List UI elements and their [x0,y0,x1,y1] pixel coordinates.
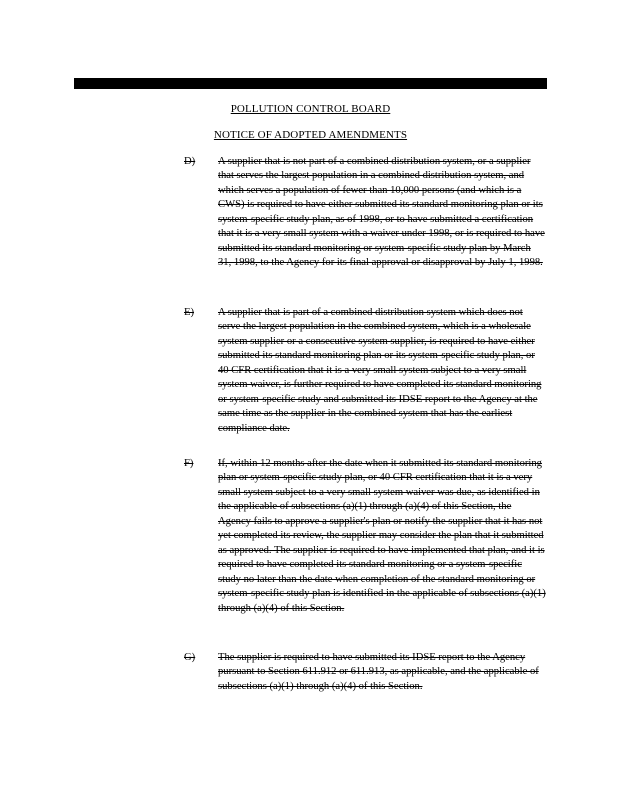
subsection-D-text: A supplier that is not part of a combined distribution system, or a supplier that serves the largest population in a combined distribution system, and which serves a population of fewer than 10,000 persons (and which is a CWS) is required to have either submitted its standard monitoring plan or its system-specific study plan, as of 1998, or to have submitted a certification that it is a very small system with a waiver under 1998, or is required to have submitted its standard monitoring or system-specific study plan by March 31, 1998, to the Agency for its final approval or disapproval by July 1, 1998. [218,156,545,269]
subsection-F-text: If, within 12 months after the date when it submitted its standard monitoring plan or system-specific study plan, or 40 CFR certification that it is a very small system subject to a very small system waiver was due, as identified in the applicable of subsections (a)(1) through (a)(4) of this Section, the Agency fails to approve a supplier's plan or notify the supplier that it has not yet completed its review, the supplier may consider the plan that it submitted as approved. The supplier is required to have implemented that plan, and it is required to have completed its standard monitoring or a system-specific study no later than the date when completion of the standard monitoring or system-specific study plan is identified in the applicable of subsections (a)(1) through (a)(4) of this Section. [218,458,546,614]
subsection-G-letter: G) [184,652,196,663]
register-heading [74,77,547,90]
subsection-G-text: The supplier is required to have submitted its IDSE report to the Agency pursuant to Section 611.912 or 611.913, as applicable, and the applicable of subsections (a)(1) through (a)(4) of this Section. [218,652,539,692]
subsection-D-letter: D) [184,156,196,167]
subsection-E-letter: E) [184,307,194,318]
subsection-E-text: A supplier that is part of a combined distribution system which does not serve the largest population in the combined system, which is a wholesale system supplier or a consecutive system supplier, is required to have either submitted its standard monitoring plan or its system-specific study plan, or 40 CFR certification that it is a very small system subject to a very small system waiver, is further required to have completed its standard monitoring or system-specific study and submitted its IDSE report to the Agency at the same time as the supplier in the combined system that has the earliest compliance date. [218,307,542,434]
subsection-F-letter: F) [184,458,194,469]
register-heading-text: ILLINOIS REGISTER [258,77,363,89]
notice-heading: NOTICE OF ADOPTED AMENDMENTS [213,129,408,141]
board-heading: POLLUTION CONTROL BOARD [230,103,391,115]
